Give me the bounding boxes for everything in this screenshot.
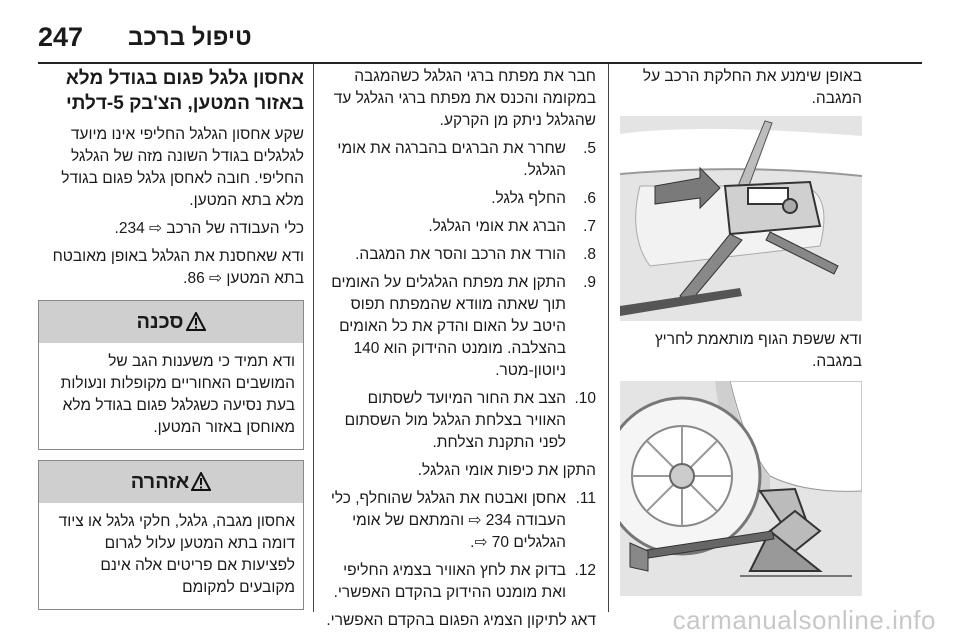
warning-title: אזהרה bbox=[130, 470, 190, 493]
step-text: התקן את מפתח הגלגלים על האומים תוך שאתה מוודא שהמפתח תפוס היטב על האום והדק את כל האומים בהצלבה. מומנט ההידוק הוא 140 ניוטון-מטר. bbox=[331, 274, 566, 379]
step-item bbox=[326, 244, 596, 266]
car-jack-figure bbox=[620, 381, 862, 596]
jack-closeup-illustration bbox=[620, 116, 862, 321]
watermark-text: carmanualsonline.info bbox=[672, 605, 936, 635]
section-heading: אחסון גלגל פגום בגודל מלא באזור המטען, הצ'בק 5-דלתי bbox=[65, 68, 304, 114]
column-divider bbox=[608, 64, 609, 612]
step-text: הצב את החור המיועד לשסתום האוויר בצלחת הגלגל מול השסתום לפני התקנת הצלחת. bbox=[344, 390, 566, 451]
warning-triangle-icon bbox=[186, 312, 206, 332]
page-header bbox=[38, 22, 922, 64]
intro-paragraph: חבר את מפתח ברגי הגלגל כשהמגבה במקומה והכנס את מפתח ברגי הגלגל עד שהגלגל ניתק מן הקרקע. bbox=[333, 68, 596, 129]
note-text: התקן את כיפות אומי הגלגל. bbox=[417, 462, 596, 479]
jack-closeup-figure bbox=[620, 116, 862, 321]
middle-column bbox=[326, 66, 596, 638]
step-text: הורד את הרכב והסר את המגבה. bbox=[355, 246, 566, 263]
step-number: 7. bbox=[583, 218, 596, 235]
right-column bbox=[620, 66, 862, 596]
warning-header bbox=[39, 461, 303, 503]
step-number: 9. bbox=[583, 274, 596, 291]
paragraph: כלי העבודה של הרכב ⇨ 234. bbox=[114, 220, 304, 237]
step-text: אחסן ואבטח את הגלגל שהוחלף, כלי העבודה 234 ⇨ והמתאם של אומי הגלגלים 70 ⇨. bbox=[330, 490, 566, 551]
column-divider bbox=[313, 64, 314, 612]
danger-header bbox=[39, 301, 303, 343]
step-item bbox=[326, 388, 596, 454]
danger-body: ודא תמיד כי משענות הגב של המושבים האחוריים מקופלות ונעולות בעת נסיעה כשגלגל פגום בגודל מלא מאוחסן באזור המטען. bbox=[60, 353, 295, 436]
step-item bbox=[326, 560, 596, 604]
paragraph: ודא שאחסנת את הגלגל באופן מאובטח בתא המטען ⇨ 86. bbox=[52, 248, 304, 287]
step-number: 10. bbox=[574, 390, 596, 407]
step-item bbox=[326, 272, 596, 382]
step-text: החלף גלגל. bbox=[491, 190, 566, 207]
step-number: 11. bbox=[575, 490, 596, 507]
step-text: בדוק את לחץ האוויר בצמיג החליפי ואת מומנט ההידוק בהקדם האפשרי. bbox=[333, 562, 566, 601]
step-number: 12. bbox=[574, 562, 596, 579]
step-number: 5. bbox=[583, 140, 596, 157]
car-jack-illustration bbox=[620, 381, 862, 596]
danger-title: סכנה bbox=[136, 310, 184, 333]
final-paragraph: דאג לתיקון הצמיג הפגום בהקדם האפשרי. bbox=[326, 612, 596, 629]
left-column bbox=[38, 66, 304, 610]
step-item bbox=[326, 138, 596, 182]
warning-box bbox=[38, 460, 304, 610]
step-text: הברג את אומי הגלגל. bbox=[428, 218, 566, 235]
warning-triangle-icon bbox=[191, 472, 211, 492]
step-number: 8. bbox=[583, 246, 596, 263]
page-number: 247 bbox=[38, 22, 84, 52]
step-text: שחרר את הברגים בהברגה את אומי הגלגל. bbox=[337, 140, 566, 179]
step-item bbox=[326, 488, 596, 554]
paragraph: שקע אחסון הגלגל החליפי אינו מיועד לגלגלים בגודל השונה מזה של הגלגל החליפי. חובה לאחסן גלגל פגום בגודל מלא בתא המטען. bbox=[61, 126, 304, 209]
figure-caption: באופן שימנע את החלקת הרכב על המגבה. bbox=[642, 68, 862, 107]
step-item bbox=[326, 216, 596, 238]
figure-caption: ודא ששפת הגוף מותאמת לחריץ במגבה. bbox=[654, 331, 862, 370]
section-title: טיפול ברכב bbox=[128, 24, 252, 51]
step-item bbox=[326, 188, 596, 210]
warning-body: אחסון מגבה, גלגל, חלקי גלגל או ציוד דומה בתא המטען עלול לגרום לפציעות אם פריטים אלה אינם מקובעים למקומם bbox=[58, 513, 295, 596]
step-number: 6. bbox=[583, 190, 596, 207]
danger-box bbox=[38, 300, 304, 450]
